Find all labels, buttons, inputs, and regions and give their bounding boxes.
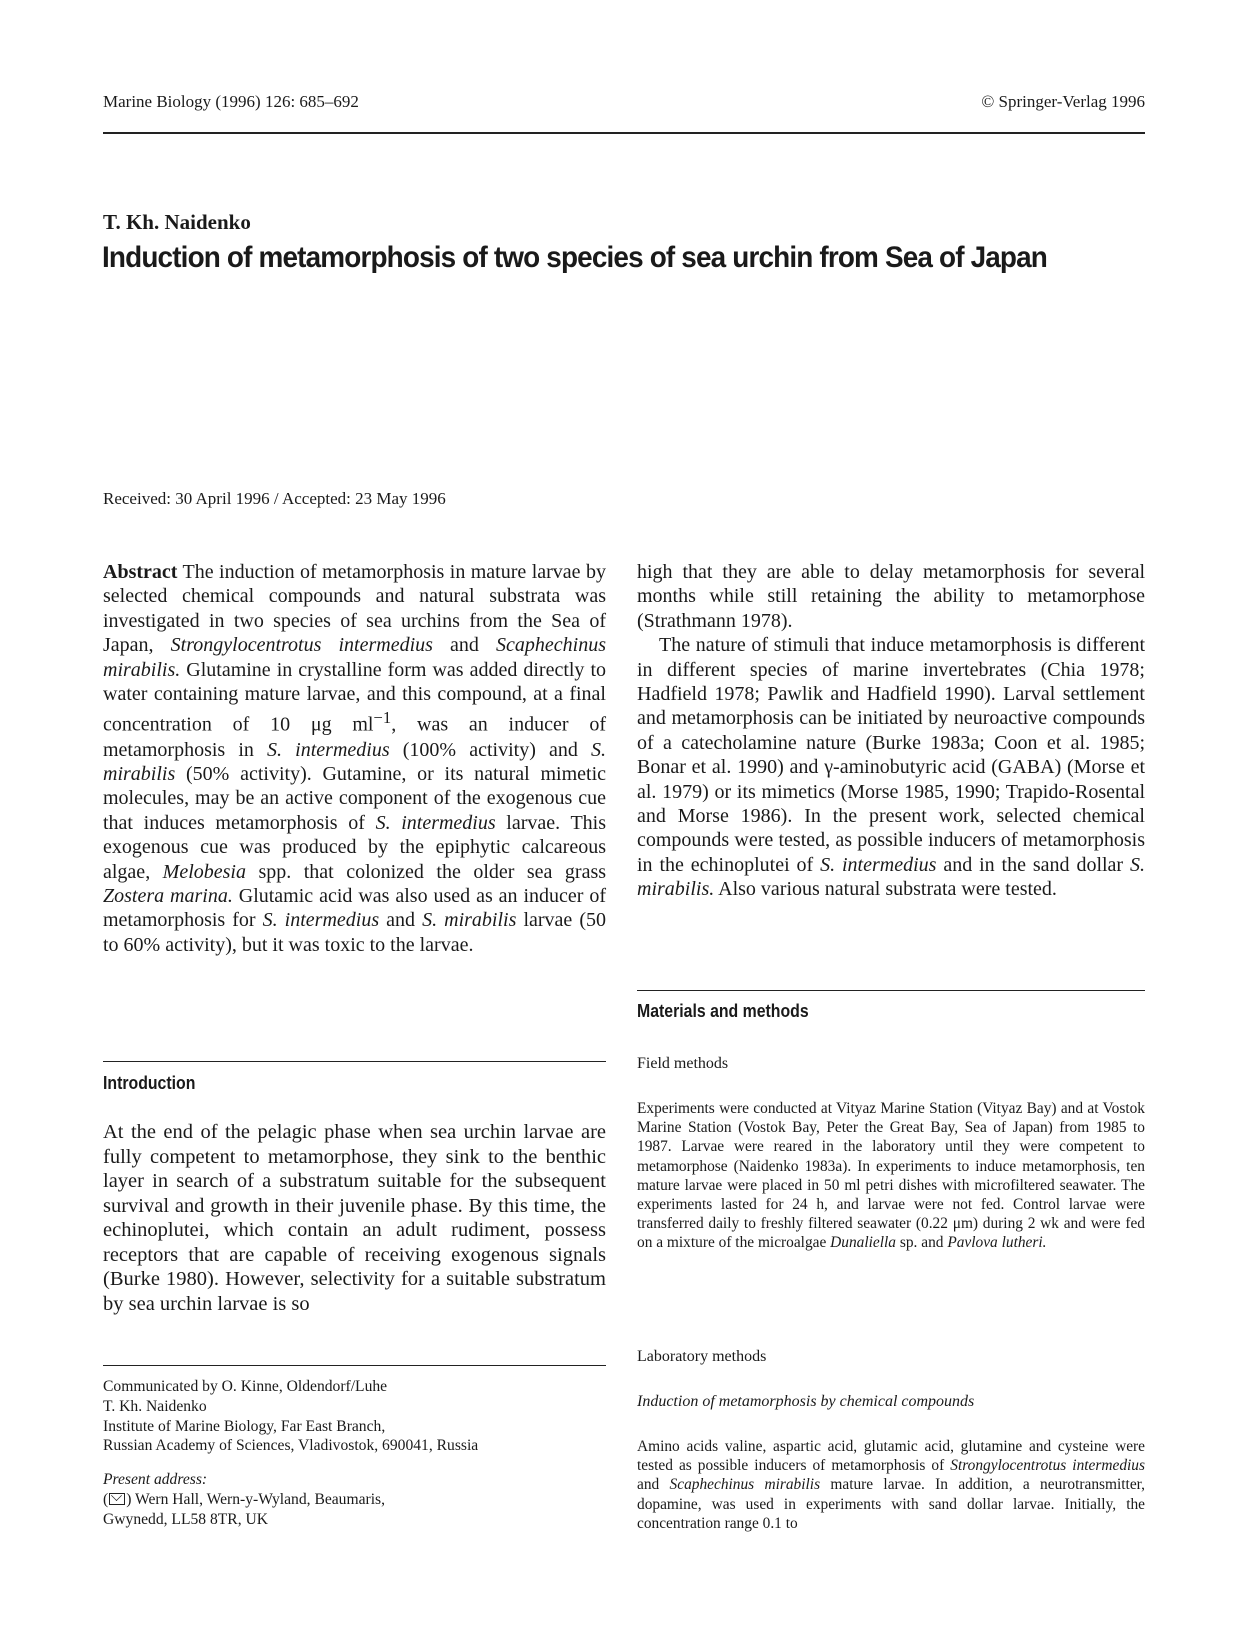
received-dates: Received: 30 April 1996 / Accepted: 23 May 1996 <box>103 489 446 508</box>
species-name: Melobesia <box>162 860 246 883</box>
journal-citation: Marine Biology (1996) 126: 685–692 <box>103 92 359 111</box>
species-name: S. intermedius <box>262 909 380 932</box>
introduction-heading: Introduction <box>103 1073 196 1093</box>
species-name: S. mirabilis <box>422 909 517 932</box>
abstract-text: , was an inducer of metamorphosis in <box>103 714 606 761</box>
abstract-text: Glutamine in crystalline form was added directly to water containing mature larvae, and this compound, at a final concentration of 10 μg ml <box>103 658 606 737</box>
footnote-academy: Russian Academy of Sciences, Vladivostok, 690041, Russia <box>103 1437 479 1455</box>
laboratory-methods-heading: Laboratory methods <box>637 1348 767 1365</box>
body-text: and in the sand dollar <box>936 853 1130 876</box>
species-name: Scaphechinus mirabilis <box>669 1476 821 1494</box>
body-text: Experiments were conducted at Vityaz Marine Station (Vityaz Bay) and at Vostok Marine Station (Vostok Bay, Peter the Great Bay, Sea of Japan) from 1985 to 1987. Larvae were reared in the laboratory until they were competent to metamorphose (Naidenko 1983a). In experiments to induce metamorphosis, ten mature larvae were placed in 50 ml petri dishes with microfiltered seawater. The experiments lasted for 24 h, and larvae were not fed. Control larvae were transferred daily to freshly filtered seawater (0.22 μm) during 2 wk and were fed on a mixture of the microalgae <box>637 1100 1145 1252</box>
abstract-text: spp. that colonized the older sea grass <box>245 860 607 883</box>
species-name: S. intermedius <box>820 853 937 876</box>
abstract-text: (50% activity). Gutamine, or its natural mimetic molecules, may be an active component of the exogenous cue that induces metamorphosis of <box>103 762 606 834</box>
species-name: S. intermedius <box>375 811 496 834</box>
author-name: T. Kh. Naidenko <box>103 210 251 234</box>
abstract-label: Abstract <box>103 561 178 583</box>
footnote-author: T. Kh. Naidenko <box>103 1397 207 1415</box>
section-divider <box>637 990 1145 991</box>
species-name: S. mirabilis <box>103 738 607 785</box>
intro-continuation: high that they are able to delay metamorphosis for several months while still retaining the ability to metamorphose (Strathmann 1978). <box>637 561 1145 632</box>
species-name: Strongylocentrotus intermedius <box>170 634 433 657</box>
footnote-divider <box>103 1365 606 1366</box>
amino-acids-paragraph <box>637 1437 1145 1533</box>
field-methods-heading: Field methods <box>637 1055 729 1072</box>
communicated-by: Communicated by O. Kinne, Oldendorf/Luhe <box>103 1378 388 1395</box>
footnote-institute: Institute of Marine Biology, Far East Branch, <box>103 1417 386 1435</box>
envelope-icon <box>109 1493 125 1505</box>
unit-superscript: −1 <box>373 708 392 728</box>
body-text: and <box>637 1476 670 1494</box>
body-text: sp. and <box>896 1234 948 1252</box>
copyright-notice: © Springer-Verlag 1996 <box>981 92 1145 111</box>
species-name: Scaphechinus mirabilis. <box>103 634 606 681</box>
address-text: Wern Hall, Wern-y-Wyland, Beaumaris, <box>135 1490 386 1508</box>
abstract-text: (100% activity) and <box>389 738 592 761</box>
abstract-text: larvae. This exogenous cue was produced by the epiphytic calcareous algae, <box>103 811 607 883</box>
intro-paragraph-2 <box>637 633 1145 901</box>
section-divider <box>103 1061 606 1062</box>
body-text: Amino acids valine, aspartic acid, glutamic acid, glutamine and cysteine were tested as possible inducers of metamorphosis of <box>637 1438 1145 1475</box>
species-name: Pavlova lutheri. <box>947 1234 1047 1252</box>
field-methods-paragraph <box>637 1099 1145 1253</box>
present-address-line-2: Gwynedd, LL58 8TR, UK <box>103 1510 269 1528</box>
present-address-label: Present address: <box>103 1471 208 1488</box>
right-column-intro <box>637 560 1145 902</box>
species-name: Zostera marina. <box>103 884 233 907</box>
abstract-text: and <box>432 634 497 657</box>
abstract-text: The induction of metamorphosis in mature larvae by selected chemical compounds and natural substrata was investigated in two species of sea urchins from the Sea of Japan, <box>103 561 606 657</box>
body-text: mature larvae. In addition, a neurotransmitter, dopamine, was used in experiments with sand dollar larvae. Initially, the concentration range 0.1 to <box>637 1476 1146 1532</box>
header-divider <box>103 132 1145 134</box>
abstract-text: Glutamic acid was also used as an inducer of metamorphosis for <box>103 884 606 932</box>
abstract-paragraph <box>103 560 606 957</box>
present-address-block <box>103 1470 385 1529</box>
species-name: Dunaliella <box>830 1234 897 1252</box>
species-name: S. mirabilis. <box>637 853 1145 901</box>
footnote-block <box>103 1377 478 1456</box>
introduction-paragraph: At the end of the pelagic phase when sea urchin larvae are fully competent to metamorphose, they sink to the benthic layer in search of a substratum suitable for the subsequent survival and growth in their juvenile phase. By this time, the echinoplutei, which contain an adult rudiment, possess receptors that are capable of receiving exogenous signals (Burke 1980). However, selectivity for a suitable substratum by sea urchin larvae is so <box>103 1121 606 1315</box>
paper-title: Induction of metamorphosis of two species of sea urchin from Sea of Japan <box>102 241 1048 274</box>
abstract-text: and <box>379 909 423 932</box>
induction-subheading: Induction of metamorphosis by chemical compounds <box>637 1393 975 1410</box>
abstract-text: larvae (50 to 60% activity), but it was toxic to the larvae. <box>103 909 606 956</box>
species-name: S. intermedius <box>267 738 390 761</box>
methods-heading: Materials and methods <box>637 1001 809 1021</box>
species-name: Strongylocentrotus intermedius <box>950 1457 1145 1475</box>
body-text: The nature of stimuli that induce metamorphosis is different in different species of marine invertebrates (Chia 1978; Hadfield 1978; Pawlik and Hadfield 1990). Larval settlement and metamorphosis can be initiated by neuroactive compounds of a catecholamine nature (Burke 1983a; Coon et al. 1985; Bonar et al. 1990) and γ-aminobutyric acid (GABA) (Morse et al. 1979) or its mimetics (Morse 1985, 1990; Trapido-Rosental and Morse 1986). In the present work, selected chemical compounds were tested, as possible inducers of metamorphosis in the echinoplutei of <box>637 634 1145 876</box>
present-address-line-1: ( ) Wern Hall, Wern-y-Wyland, Beaumaris, <box>103 1490 386 1508</box>
body-text: Also various natural substrata were tested. <box>714 878 1057 901</box>
